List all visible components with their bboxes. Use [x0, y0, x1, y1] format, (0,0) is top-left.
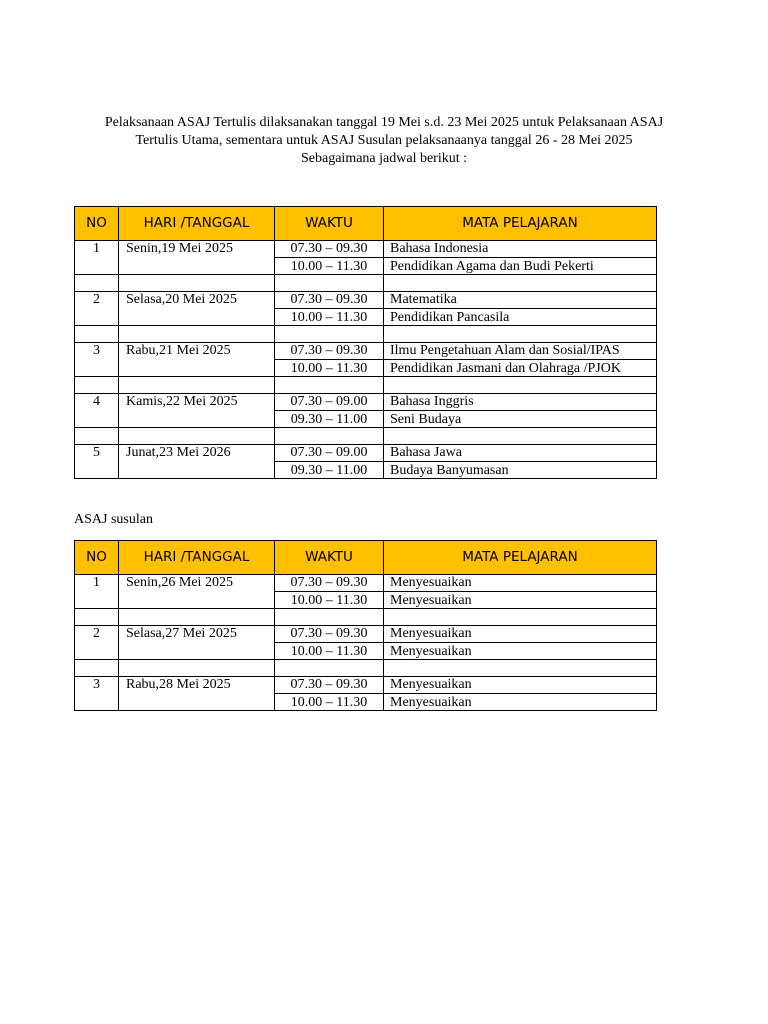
row-subject: Bahasa Indonesia — [384, 241, 657, 258]
empty-cell — [75, 326, 119, 343]
row-time: 10.00 – 11.30 — [275, 258, 384, 275]
row-subject: Menyesuaikan — [384, 626, 657, 643]
row-subject: Menyesuaikan — [384, 677, 657, 694]
row-day-date: Senin,19 Mei 2025 — [119, 241, 275, 275]
empty-cell — [75, 428, 119, 445]
row-time: 07.30 – 09.30 — [275, 343, 384, 360]
table-row — [75, 292, 657, 309]
table-row — [75, 677, 657, 694]
header-no: NO — [75, 541, 119, 575]
empty-cell — [119, 660, 275, 677]
intro-line: Pelaksanaan ASAJ Tertulis dilaksanakan tanggal 19 Mei s.d. 23 Mei 2025 untuk Pelaksanaan ASAJ — [104, 115, 664, 130]
empty-cell — [119, 275, 275, 292]
row-number: 5 — [75, 445, 119, 479]
empty-cell — [119, 377, 275, 394]
row-subject: Menyesuaikan — [384, 592, 657, 609]
susulan-schedule-body — [75, 575, 657, 711]
header-time: WAKTU — [275, 541, 384, 575]
row-day-date: Kamis,22 Mei 2025 — [119, 394, 275, 428]
row-number: 2 — [75, 626, 119, 660]
empty-cell — [75, 377, 119, 394]
spacer-row — [75, 428, 657, 445]
row-subject: Bahasa Inggris — [384, 394, 657, 411]
empty-cell — [119, 326, 275, 343]
empty-cell — [119, 428, 275, 445]
row-time: 09.30 – 11.00 — [275, 462, 384, 479]
row-time: 07.30 – 09.00 — [275, 445, 384, 462]
empty-cell — [275, 609, 384, 626]
header-subject: MATA PELAJARAN — [384, 207, 657, 241]
row-subject: Menyesuaikan — [384, 643, 657, 660]
table-header-row — [75, 541, 657, 575]
row-time: 07.30 – 09.30 — [275, 677, 384, 694]
row-time: 10.00 – 11.30 — [275, 360, 384, 377]
row-number: 1 — [75, 575, 119, 609]
spacer-row — [75, 660, 657, 677]
empty-cell — [275, 377, 384, 394]
row-subject: Pendidikan Pancasila — [384, 309, 657, 326]
row-subject: Menyesuaikan — [384, 694, 657, 711]
row-day-date: Selasa,27 Mei 2025 — [119, 626, 275, 660]
main-schedule-table — [74, 206, 657, 479]
header-day: HARI /TANGGAL — [119, 207, 275, 241]
susulan-label: ASAJ susulan — [74, 512, 153, 527]
row-time: 07.30 – 09.30 — [275, 626, 384, 643]
table-row — [75, 626, 657, 643]
header-day: HARI /TANGGAL — [119, 541, 275, 575]
row-time: 07.30 – 09.30 — [275, 292, 384, 309]
header-subject: MATA PELAJARAN — [384, 541, 657, 575]
empty-cell — [275, 428, 384, 445]
row-time: 10.00 – 11.30 — [275, 643, 384, 660]
header-no: NO — [75, 207, 119, 241]
susulan-schedule-table — [74, 540, 657, 711]
row-time: 10.00 – 11.30 — [275, 592, 384, 609]
table-row — [75, 445, 657, 462]
row-time: 07.30 – 09.30 — [275, 575, 384, 592]
empty-cell — [384, 326, 657, 343]
intro-paragraph — [60, 114, 708, 168]
row-day-date: Junat,23 Mei 2026 — [119, 445, 275, 479]
row-time: 07.30 – 09.00 — [275, 394, 384, 411]
row-day-date: Rabu,21 Mei 2025 — [119, 343, 275, 377]
empty-cell — [119, 609, 275, 626]
empty-cell — [384, 377, 657, 394]
row-subject: Menyesuaikan — [384, 575, 657, 592]
intro-line: Sebagaimana jadwal berikut : — [301, 151, 467, 166]
empty-cell — [384, 609, 657, 626]
row-time: 07.30 – 09.30 — [275, 241, 384, 258]
empty-cell — [275, 275, 384, 292]
row-day-date: Senin,26 Mei 2025 — [119, 575, 275, 609]
row-time: 10.00 – 11.30 — [275, 694, 384, 711]
row-subject: Pendidikan Agama dan Budi Pekerti — [384, 258, 657, 275]
table-row — [75, 241, 657, 258]
table-header-row — [75, 207, 657, 241]
table-row — [75, 394, 657, 411]
row-subject: Pendidikan Jasmani dan Olahraga /PJOK — [384, 360, 657, 377]
table-row — [75, 575, 657, 592]
row-subject: Budaya Banyumasan — [384, 462, 657, 479]
spacer-row — [75, 275, 657, 292]
empty-cell — [384, 428, 657, 445]
empty-cell — [384, 275, 657, 292]
row-day-date: Selasa,20 Mei 2025 — [119, 292, 275, 326]
intro-line: Tertulis Utama, sementara untuk ASAJ Susulan pelaksanaanya tanggal 26 - 28 Mei 2025 — [135, 133, 633, 148]
empty-cell — [275, 326, 384, 343]
row-number: 4 — [75, 394, 119, 428]
row-subject: Seni Budaya — [384, 411, 657, 428]
spacer-row — [75, 377, 657, 394]
row-number: 3 — [75, 343, 119, 377]
row-number: 3 — [75, 677, 119, 711]
row-subject: Matematika — [384, 292, 657, 309]
row-number: 1 — [75, 241, 119, 275]
spacer-row — [75, 326, 657, 343]
empty-cell — [75, 660, 119, 677]
header-time: WAKTU — [275, 207, 384, 241]
empty-cell — [384, 660, 657, 677]
row-time: 09.30 – 11.00 — [275, 411, 384, 428]
empty-cell — [275, 660, 384, 677]
empty-cell — [75, 609, 119, 626]
main-schedule-body — [75, 241, 657, 479]
table-row — [75, 343, 657, 360]
row-subject: Ilmu Pengetahuan Alam dan Sosial/IPAS — [384, 343, 657, 360]
row-time: 10.00 – 11.30 — [275, 309, 384, 326]
row-number: 2 — [75, 292, 119, 326]
empty-cell — [75, 275, 119, 292]
row-subject: Bahasa Jawa — [384, 445, 657, 462]
row-day-date: Rabu,28 Mei 2025 — [119, 677, 275, 711]
spacer-row — [75, 609, 657, 626]
